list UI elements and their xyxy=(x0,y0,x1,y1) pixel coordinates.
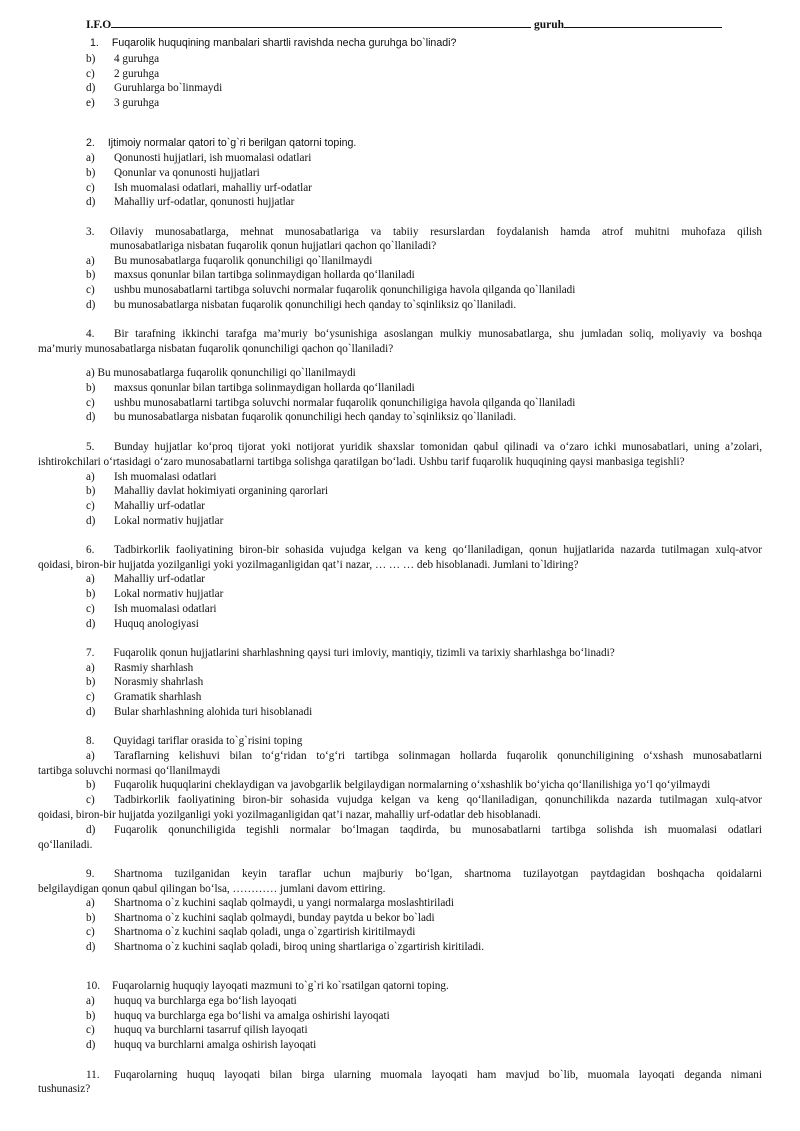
option-text: 4 guruhga xyxy=(114,53,160,65)
question-2 xyxy=(86,136,356,150)
option-letter: c) xyxy=(86,182,95,194)
option-c-letter: c) xyxy=(86,794,95,806)
option-letter: b) xyxy=(86,53,96,65)
option-text: huquq va burchlarni tasarruf qilish layoqati xyxy=(114,1024,308,1036)
student-header xyxy=(86,18,722,31)
group-blank-line[interactable] xyxy=(564,18,722,28)
option-text: Shartnoma o`z kuchini saqlab qoladi, biroq uning shartlariga o`zgartirish kiritiladi. xyxy=(114,941,485,953)
option-text: 2 guruhga xyxy=(114,68,160,80)
option-text: Bu munosabatlarga fuqarolik qonunchiligi qo`llanilmaydi xyxy=(114,255,373,267)
option-text: Mahalliy urf-odatlar xyxy=(114,500,206,512)
option-text: Bular sharhlashning alohida turi hisoblanadi xyxy=(114,706,313,718)
option-letter: b) xyxy=(86,269,96,281)
question-11-text-line1: Fuqarolarning huquq layoqati bilan birga ularning muomala layoqati ham mavjud bo`lib, muomala layoqati deganda nimani xyxy=(114,1069,762,1081)
option-text: Shartnoma o`z kuchini saqlab qoladi, unga o`zgartirish kiritilmaydi xyxy=(114,926,416,938)
option-letter: b) xyxy=(86,485,96,497)
name-blank-line[interactable] xyxy=(111,18,531,28)
option-text: maxsus qonunlar bilan tartibga solinmaydigan hollarda qo‘llaniladi xyxy=(114,269,415,281)
question-number: 8. xyxy=(86,735,95,747)
option-letter: c) xyxy=(86,926,95,938)
question-5-text-line2: ishtirokchilari o‘rtasidagi o‘zaro munosabatlarni tartibga solishga qaratilgan bo‘ladi. Ushbu tarif fuqarolik huquqining qaysi manbasiga tegishli? xyxy=(38,456,685,468)
question-5-text-line1: Bunday hujjatlar ko‘proq tijorat yoki notijorat yuridik shaxslar tomonidan qabul qilinadi va o‘zaro ichki munosabatlari, uning a’zolari, xyxy=(114,441,762,453)
option-text: Mahalliy davlat hokimiyati organining qarorlari xyxy=(114,485,329,497)
option-text: Lokal normativ hujjatlar xyxy=(114,515,224,527)
question-text: Fuqarolarnig huquqiy layoqati mazmuni to`g`ri ko`rsatilgan qatorni toping. xyxy=(111,980,449,992)
option-text: 3 guruhga xyxy=(114,97,160,109)
option-letter: e) xyxy=(86,97,95,109)
option-a-line1[interactable]: Taraflarning kelishuvi bilan to‘g‘ridan to‘g‘ri tartibga solinmagan hollarda fuqarolik qonunchiligining o‘xshash munosabatlarni xyxy=(114,750,762,762)
question-4-text-line1: Bir tarafning ikkinchi tarafga ma’muriy bo‘ysunishiga asoslangan mulkiy munosabatlarga, shu jumladan soliq, moliyaviy va boshqa xyxy=(114,328,762,340)
option-text: Shartnoma o`z kuchini saqlab qolmaydi, bunday paytda u bekor bo`ladi xyxy=(114,912,435,924)
option-letter: b) xyxy=(86,912,96,924)
question-10 xyxy=(86,979,449,993)
option-text: Mahalliy urf-odatlar xyxy=(114,573,206,585)
question-3-text-line2: munosabatlariga nisbatan fuqarolik qonun hujjatlari qachon qo`llaniladi? xyxy=(110,240,437,252)
option-letter: d) xyxy=(86,941,96,953)
question-3-text-line1: Oilaviy munosabatlarga, mehnat munosabatlariga va tabiiy resurslardan foydalanish hamda atrof muhitni muhofaza qilish xyxy=(110,226,762,238)
question-6-text-line2: qoidasi, biron-bir hujjatda yozilganligi yoki yozilmaganligidan qat’i nazar, … … … deb hisoblanadi. Jumlani to`ldiring? xyxy=(38,559,579,571)
option-c-line2[interactable]: qoidasi, biron-bir hujjatda yozilganligi yoki yozilmaganligidan qat’i nazar, mahalliy urf-odatlar deb hisoblanadi. xyxy=(38,809,541,821)
option-a-line2[interactable]: tartibga soluvchi normasi qo‘llanilmaydi xyxy=(38,765,221,777)
option-letter: a) xyxy=(86,995,95,1007)
option-letter: a) xyxy=(86,152,95,164)
option-b-line1[interactable]: Fuqarolik huquqlarini cheklaydigan va javobgarlik belgilaydigan normalarning o‘xshashlik bo‘yicha qo‘llanilishiga yo‘l qo‘yilmaydi xyxy=(114,779,711,791)
option-c-line1[interactable]: Tadbirkorlik faoliyatining biron-bir sohasida vujudga kelgan va keng qo‘llaniladigan, qonunchilikda nazarda tutilmagan xulq-atvor xyxy=(114,794,762,806)
option-text: bu munosabatlarga nisbatan fuqarolik qonunchiligi hech qanday to`sqinliksiz qo`llaniladi. xyxy=(114,411,517,423)
question-7 xyxy=(86,646,615,660)
option-text: Gramatik sharhlash xyxy=(114,691,202,703)
option-letter: c) xyxy=(86,284,95,296)
option-letter: d) xyxy=(86,196,96,208)
option-d-letter: d) xyxy=(86,824,96,836)
option-letter: c) xyxy=(86,500,95,512)
question-11-number: 11. xyxy=(86,1069,100,1081)
option-letter: b) xyxy=(86,382,96,394)
option-text: Qonunlar va qonunosti hujjatlari xyxy=(114,167,260,179)
option-text: Huquq anologiyasi xyxy=(114,618,199,630)
question-8 xyxy=(86,734,302,748)
question-6-number: 6. xyxy=(86,544,95,556)
option-text: Ish muomalasi odatlari xyxy=(114,603,217,615)
option-text: huquq va burchlarni amalga oshirish layoqati xyxy=(114,1039,317,1051)
question-4-number: 4. xyxy=(86,328,95,340)
option-letter: a) xyxy=(86,255,95,267)
option-letter: c) xyxy=(86,1024,95,1036)
option-letter: a) xyxy=(86,897,95,909)
question-9-number: 9. xyxy=(86,868,95,880)
option-letter: d) xyxy=(86,82,96,94)
question-5-number: 5. xyxy=(86,441,95,453)
option-text: huquq va burchlarga ega bo‘lish layoqati xyxy=(114,995,297,1007)
option-letter: d) xyxy=(86,515,96,527)
option-letter: b) xyxy=(86,167,96,179)
option-text: Norasmiy shahrlash xyxy=(114,676,204,688)
question-number: 2. xyxy=(86,137,95,149)
option-a-letter: a) xyxy=(86,750,95,762)
question-9-text-line1: Shartnoma tuzilganidan keyin taraflar uchun majburiy bo‘lgan, shartnoma tuzilayotgan paytdagidan boshqacha qoidalarni xyxy=(114,868,762,880)
question-11-text-line2: tushunasiz? xyxy=(38,1083,91,1095)
group-label: guruh xyxy=(534,19,565,31)
option-d-line1[interactable]: Fuqarolik qonunchiligida tegishli normalar bo‘lmagan taqdirda, bu munosabatlarni tartibga solishda ish muomalasi odatlari xyxy=(114,824,762,836)
option-text: Shartnoma o`z kuchini saqlab qolmaydi, u yangi normalarga moslashtiriladi xyxy=(114,897,455,909)
question-text: Ijtimoiy normalar qatori to`g`ri berilgan qatorni toping. xyxy=(107,137,357,149)
option-letter: d) xyxy=(86,1039,96,1051)
option-letter: a) xyxy=(86,662,95,674)
option-text: maxsus qonunlar bilan tartibga solinmaydigan hollarda qo‘llaniladi xyxy=(114,382,415,394)
option-letter: d) xyxy=(86,411,96,423)
option-letter: a) xyxy=(86,573,95,585)
option-a[interactable]: a) Bu munosabatlarga fuqarolik qonunchiligi qo`llanilmaydi xyxy=(86,367,356,379)
option-letter: a) xyxy=(86,471,95,483)
option-letter: c) xyxy=(86,397,95,409)
option-text: Mahalliy urf-odatlar, qonunosti hujjatlar xyxy=(114,196,295,208)
question-text: Fuqarolik qonun hujjatlarini sharhlashning qaysi turi imloviy, mantiqiy, tizimli va tarixiy sharhlashga bo‘linadi? xyxy=(113,647,615,659)
option-text: Rasmiy sharhlash xyxy=(114,662,194,674)
option-letter: c) xyxy=(86,691,95,703)
option-letter: d) xyxy=(86,299,96,311)
option-d-line2[interactable]: qo‘llaniladi. xyxy=(38,839,93,851)
question-1 xyxy=(90,36,456,50)
option-text: Ish muomalasi odatlari, mahalliy urf-odatlar xyxy=(114,182,312,194)
question-6-text-line1: Tadbirkorlik faoliyatining biron-bir sohasida vujudga kelgan va keng qo‘llaniladigan, qonun hujjatlarida nazarda tutilmagan xulq-atvor xyxy=(114,544,762,556)
question-4-text-line2: ma’muriy munosabatlarga nisbatan fuqarolik qonunchiligi qachon qo`llaniladi? xyxy=(38,343,394,355)
question-9-text-line2: belgilaydigan qonun qabul qilingan bo‘lsa, ………… jumlani davom ettiring. xyxy=(38,883,386,895)
option-letter: c) xyxy=(86,603,95,615)
option-text: Qonunosti hujjatlari, ish muomalasi odatlari xyxy=(114,152,312,164)
question-3-number: 3. xyxy=(86,226,95,238)
question-number: 7. xyxy=(86,647,95,659)
option-letter: b) xyxy=(86,676,96,688)
option-letter: d) xyxy=(86,706,96,718)
option-letter: c) xyxy=(86,68,95,80)
option-text: ushbu munosabatlarni tartibga soluvchi normalar fuqarolik qonunchiligiga havola qilganda qo`llaniladi xyxy=(114,397,576,409)
question-text: Quyidagi tariflar orasida to`g`risini toping xyxy=(113,735,303,747)
option-text: ushbu munosabatlarni tartibga soluvchi normalar fuqarolik qonunchiligiga havola qilganda qo`llaniladi xyxy=(114,284,576,296)
question-number: 1. xyxy=(90,37,99,49)
option-text: Ish muomalasi odatlari xyxy=(114,471,217,483)
option-text: huquq va burchlarga ega bo‘lishi va amalga oshirishi layoqati xyxy=(114,1010,390,1022)
option-b-letter: b) xyxy=(86,779,96,791)
option-letter: b) xyxy=(86,588,96,600)
option-text: Lokal normativ hujjatlar xyxy=(114,588,224,600)
option-text: bu munosabatlarga nisbatan fuqarolik qonunchiligi hech qanday to`sqinliksiz qo`llaniladi. xyxy=(114,299,517,311)
option-letter: d) xyxy=(86,618,96,630)
question-number: 10. xyxy=(86,980,100,992)
option-text: Guruhlarga bo`linmaydi xyxy=(114,82,223,94)
ifo-label: I.F.O xyxy=(86,19,112,31)
option-letter: b) xyxy=(86,1010,96,1022)
question-text: Fuqarolik huquqining manbalari shartli ravishda necha guruhga bo`linadi? xyxy=(111,37,457,49)
